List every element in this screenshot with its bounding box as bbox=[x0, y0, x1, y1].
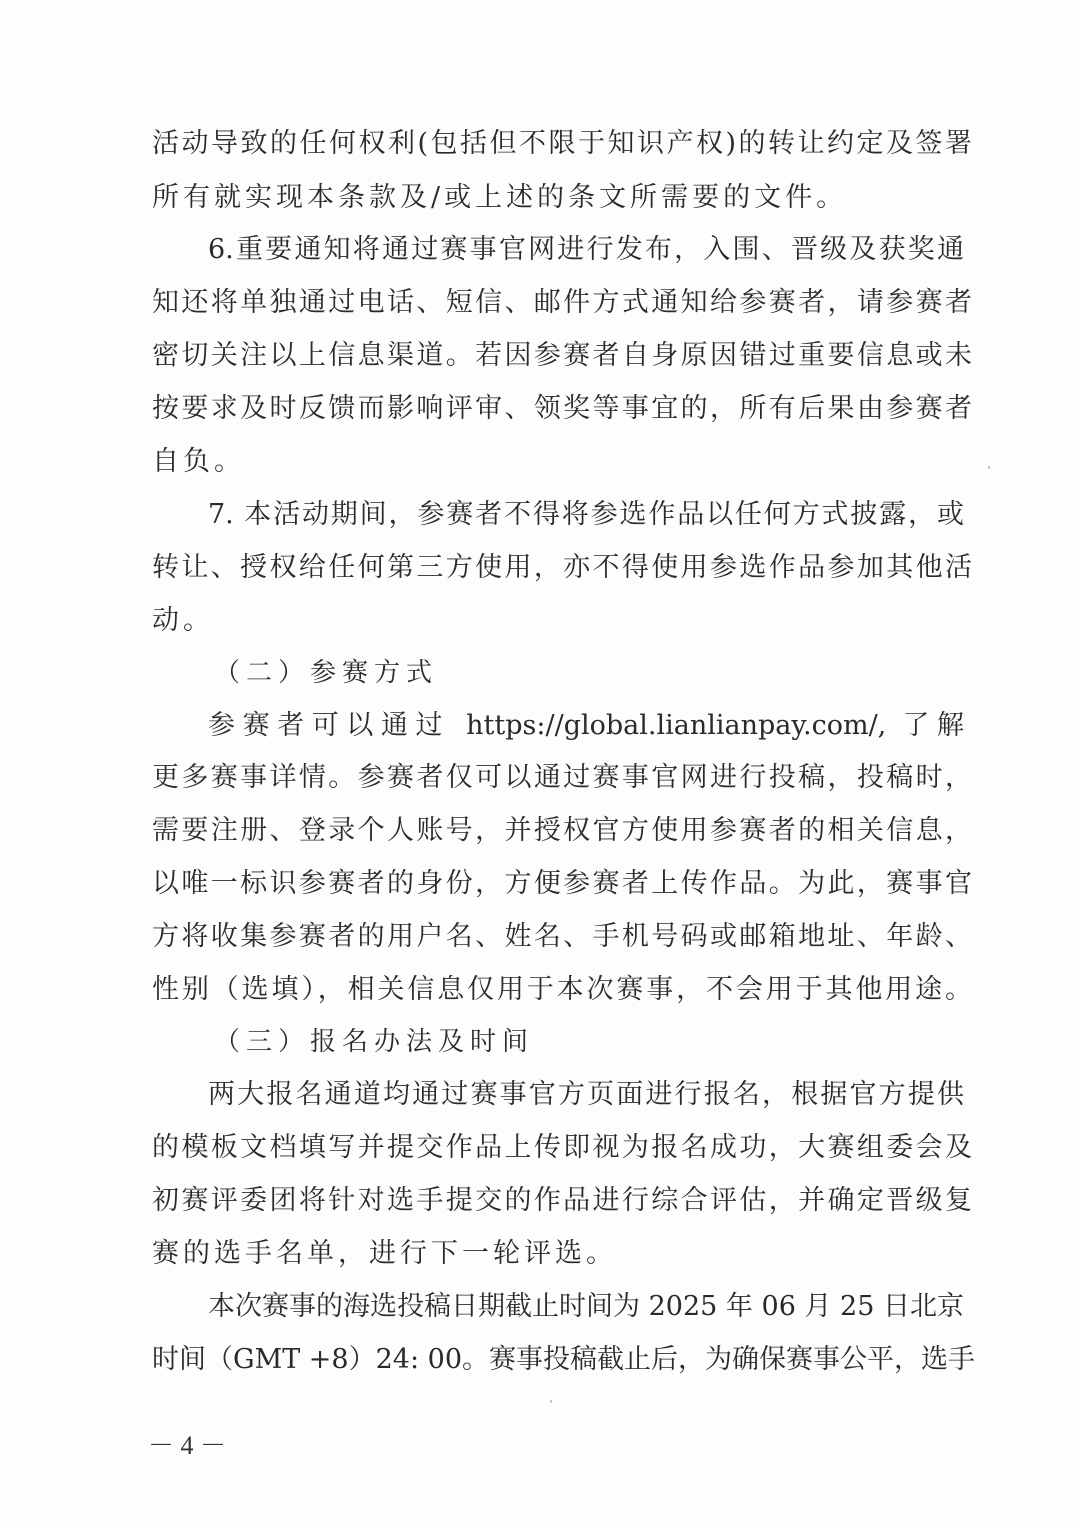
paragraph-line: 初赛评委团将针对选手提交的作品进行综合评估，并确定晋级复 bbox=[152, 1185, 972, 1216]
paragraph-line: 6.重要通知将通过赛事官网进行发布，入围、晋级及获奖通 bbox=[208, 234, 964, 265]
paragraph-line: 转让、授权给任何第三方使用，亦不得使用参选作品参加其他活 bbox=[152, 552, 972, 583]
paragraph-line: 方将收集参赛者的用户名、姓名、手机号码或邮箱地址、年龄、 bbox=[152, 921, 972, 952]
paragraph-line: 时间（GMT +8）24: 00。赛事投稿截止后，为确保赛事公平，选手 bbox=[152, 1344, 975, 1375]
paragraph-line: 密切关注以上信息渠道。若因参赛者自身原因错过重要信息或未 bbox=[152, 340, 972, 371]
paragraph-line: 本次赛事的海选投稿日期截止时间为 2025 年 06 月 25 日北京 bbox=[208, 1291, 964, 1322]
paragraph-line: 需要注册、登录个人账号，并授权官方使用参赛者的相关信息， bbox=[152, 815, 972, 846]
paragraph-line: 按要求及时反馈而影响评审、领奖等事宜的，所有后果由参赛者 bbox=[152, 393, 972, 424]
paragraph-line: 的模板文档填写并提交作品上传即视为报名成功，大赛组委会及 bbox=[152, 1132, 972, 1163]
scan-speck bbox=[550, 1400, 552, 1403]
paragraph-line: 7. 本活动期间，参赛者不得将参选作品以任何方式披露，或 bbox=[208, 499, 964, 530]
paragraph-line: 更多赛事详情。参赛者仅可以通过赛事官网进行投稿，投稿时， bbox=[152, 762, 972, 793]
section-heading: （三）报名办法及时间 bbox=[214, 1027, 535, 1057]
paragraph-line: 赛的选手名单，进行下一轮评选。 bbox=[152, 1238, 617, 1269]
scan-speck bbox=[988, 466, 990, 469]
paragraph-line: 参赛者可以通过 https://global.lianlianpay.com/, 了解 bbox=[208, 710, 964, 741]
paragraph-line: 性别（选填），相关信息仅用于本次赛事，不会用于其他用途。 bbox=[152, 974, 972, 1005]
paragraph-line: 两大报名通道均通过赛事官方页面进行报名，根据官方提供 bbox=[208, 1079, 964, 1110]
page-number: － 4 － bbox=[148, 1431, 227, 1460]
paragraph-line: 知还将单独通过电话、短信、邮件方式通知给参赛者，请参赛者 bbox=[152, 287, 972, 318]
paragraph-line: 活动导致的任何权利(包括但不限于知识产权)的转让约定及签署 bbox=[152, 128, 972, 159]
paragraph-line: 动。 bbox=[152, 605, 214, 636]
paragraph-line: 自负。 bbox=[152, 446, 245, 477]
paragraph-line: 以唯一标识参赛者的身份，方便参赛者上传作品。为此，赛事官 bbox=[152, 868, 972, 899]
section-heading: （二）参赛方式 bbox=[214, 658, 439, 688]
paragraph-line: 所有就实现本条款及/或上述的条文所需要的文件。 bbox=[152, 182, 848, 213]
